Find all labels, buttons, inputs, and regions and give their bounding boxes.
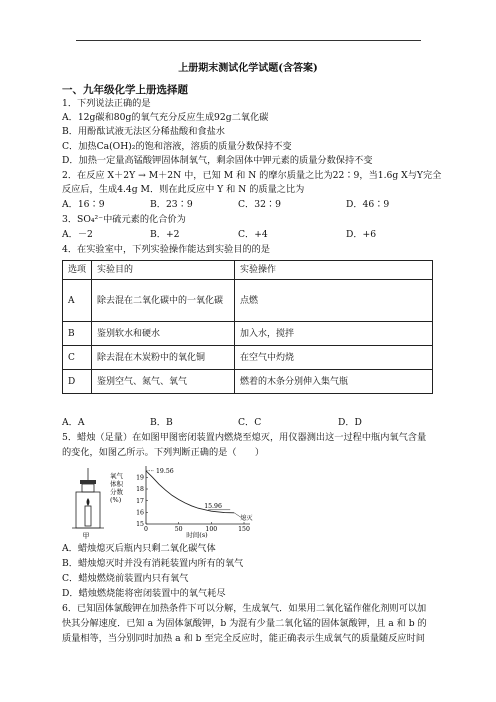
flame xyxy=(87,498,90,506)
q2-stem-line1: 2．在反应 X＋2Y → M＋2N 中，已知 M 和 N 的摩尔质量之比为22∶9，当1.6g X与Y完全 xyxy=(62,170,442,181)
table-cell: 在空气中灼烧 xyxy=(235,346,433,370)
q5-option-a: A．蜡烛熄灭后瓶内只剩二氧化碳气体 xyxy=(62,543,216,554)
start-value-label: 19.56 xyxy=(156,467,174,475)
table-row xyxy=(63,322,433,346)
table-row xyxy=(63,346,433,370)
x-tick-label: 100 xyxy=(205,526,218,533)
q5-stem-line1: 5．蜡烛（足量）在如图甲图密闭装置内燃烧至熄灭，用仪器测出这一过程中瓶内氧气含量 xyxy=(62,432,427,443)
end-value-label: 15.96 xyxy=(204,502,222,510)
y-axis-label-line2: 体积 xyxy=(110,480,123,488)
table-cell: 除去混在二氧化碳中的一氧化碳 xyxy=(92,280,235,322)
q3-option-a: A．－2 xyxy=(62,229,93,240)
table-cell: C xyxy=(63,346,92,370)
table-header-cell: 实验操作 xyxy=(235,261,433,280)
candle xyxy=(85,506,91,526)
table-cell: 鉴别软水和硬水 xyxy=(92,322,235,346)
x-tick-label: 150 xyxy=(238,526,250,533)
chart-annotations xyxy=(146,468,253,522)
table-header-cell: 选项 xyxy=(63,261,92,280)
table-cell: 除去混在木炭粉中的氧化铜 xyxy=(92,346,235,370)
candle-apparatus-illustration xyxy=(72,468,104,528)
table-cell: B xyxy=(63,322,92,346)
bottle-stopper xyxy=(80,480,96,484)
extinguish-label: 熄灭 xyxy=(240,514,253,522)
oxygen-chart xyxy=(110,466,253,539)
q1-option-d: D．加热一定量高锰酸钾固体制氧气，剩余固体中钾元素的质量分数保持不变 xyxy=(62,155,373,166)
table-cell: 加入水，搅拌 xyxy=(235,322,433,346)
bottle-neck xyxy=(82,484,94,492)
q5-figure-svg xyxy=(62,462,262,540)
q6-stem-line2: 快其分解速度．已知 a 为固体氯酸钾，b 为混有少量二氧化锰的固体氯酸钾，且 a 和 b 的 xyxy=(62,618,427,629)
q5-figure xyxy=(62,462,262,540)
q1-option-a: A．12g碳和80g的氧气充分反应生成92g二氧化碳 xyxy=(62,112,269,123)
q2-option-b: B．23∶9 xyxy=(150,199,193,210)
y-axis-label-line3: 分数 xyxy=(110,488,123,496)
y-axis-label-line4: (%) xyxy=(110,496,122,504)
q1-option-c: C．加热Ca(OH)₂的饱和溶液，溶质的质量分数保持不变 xyxy=(62,141,292,152)
table-header-cell: 实验目的 xyxy=(92,261,235,280)
q5-stem-line2: 的变化，如图乙所示。下列判断正确的是（ ） xyxy=(62,447,265,458)
q1-stem: 1．下列说法正确的是 xyxy=(62,98,151,109)
table-cell: 点燃 xyxy=(235,280,433,322)
q3-stem: 3．SO₄²⁻中硫元素的化合价为 xyxy=(62,214,186,225)
q3-option-b: B．+2 xyxy=(150,229,180,240)
q5-option-b: B．蜡烛熄灭时并没有消耗装置内所有的氧气 xyxy=(62,558,244,569)
y-tick-label: 15 xyxy=(136,521,144,529)
q1-option-b: B．用酚酞试液无法区分稀盐酸和食盐水 xyxy=(62,126,225,137)
figure-label-jia: 甲 xyxy=(82,532,90,540)
q3-options xyxy=(62,229,442,241)
q4-table xyxy=(62,260,433,394)
q3-option-c: C．+4 xyxy=(238,229,268,240)
table-row xyxy=(63,280,433,322)
q6-stem-line3: 质量相等，当分别同时加热 a 和 b 至完全反应时，能正确表示生成氧气的质量随反应时间 xyxy=(62,633,425,644)
table-header-row xyxy=(63,261,433,280)
q2-stem-line2: 反应后，生成4.4g M．则在此反应中 Y 和 N 的质量之比为 xyxy=(62,184,305,195)
table-cell: 燃着的木条分别伸入集气瓶 xyxy=(235,370,433,394)
table-cell: A xyxy=(63,280,92,322)
y-tick-label: 19 xyxy=(136,474,144,482)
q5-option-c: C．蜡烛燃烧前装置内只有氧气 xyxy=(62,573,189,584)
x-axis-label: 时间(s) xyxy=(186,531,208,539)
q4-option-c: C．C xyxy=(238,417,262,428)
table-cell: D xyxy=(63,370,92,394)
q5-option-d: D．蜡烛燃烧能将密闭装置中的氧气耗尽 xyxy=(62,588,226,599)
q4-option-b: B．B xyxy=(150,417,173,428)
q4-stem: 4．在实验室中，下列实验操作能达到实验目的的是 xyxy=(62,244,270,255)
q2-option-a: A．16∶9 xyxy=(62,199,105,210)
q4-option-d: D．D xyxy=(338,417,362,428)
y-tick-label: 17 xyxy=(136,497,144,505)
q2-options xyxy=(62,199,442,211)
table-cell: 鉴别空气、氮气、氧气 xyxy=(92,370,235,394)
q4-options xyxy=(62,417,442,429)
y-tick-label: 18 xyxy=(136,486,144,494)
y-axis-label-line1: 氧气 xyxy=(110,472,123,480)
section-title: 一、九年级化学上册选择题 xyxy=(62,84,188,96)
table-row xyxy=(63,370,433,394)
q2-option-d: D．46∶9 xyxy=(346,199,390,210)
q3-option-d: D．+6 xyxy=(346,229,377,240)
q6-stem-line1: 6．已知固体氯酸钾在加热条件下可以分解，生成氧气．如果用二氧化锰作催化剂则可以加 xyxy=(62,603,427,614)
y-tick-label: 16 xyxy=(136,509,144,517)
document-title: 上册期末测试化学试题(含答案) xyxy=(178,63,318,74)
x-tick-label: 0 xyxy=(144,526,148,533)
q2-option-c: C．32∶9 xyxy=(238,199,281,210)
header-rule xyxy=(76,40,421,41)
x-tick-label: 50 xyxy=(174,526,183,533)
q4-option-a: A．A xyxy=(62,417,85,428)
